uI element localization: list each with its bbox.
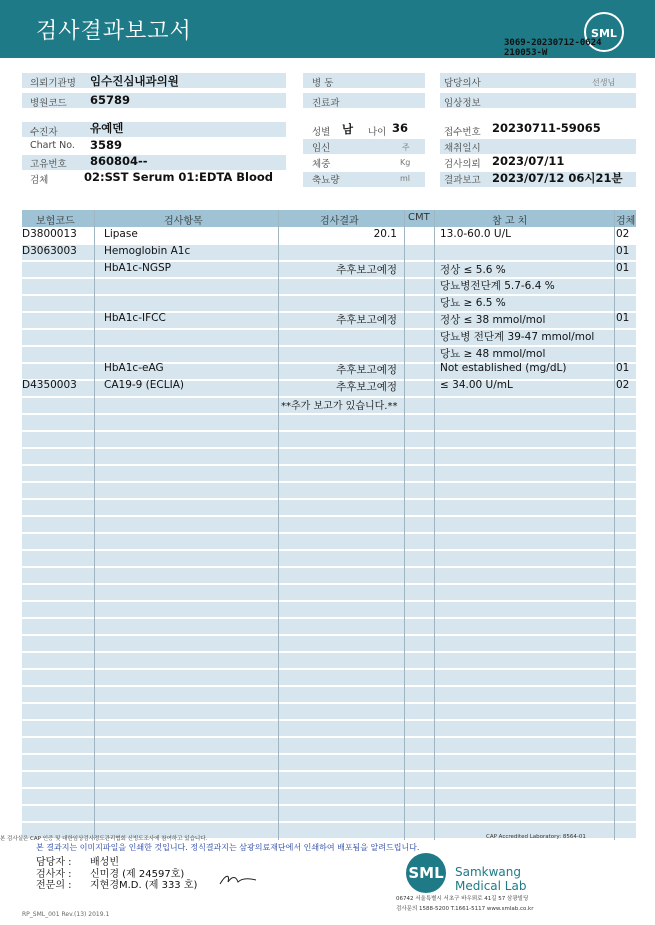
table-stripe [22,296,636,311]
chart-label: Chart No. [30,140,75,151]
cell-code: D3800013 [22,228,77,240]
pregnancy-unit: 주 [402,143,410,152]
table-stripe [22,602,636,617]
col-cmt: CMT [408,212,430,223]
table-stripe [22,670,636,685]
page-title: 검사결과보고서 [36,19,192,44]
cell-reference: 당뇨 ≥ 6.5 % [440,297,506,310]
specimen-label: 검체 [30,175,49,186]
cell-item: HbA1c-NGSP [104,261,171,274]
cell-item: HbA1c-IFCC [104,312,166,324]
weight-unit: Kg [400,158,411,167]
cell-specimen: 02 [616,228,630,240]
table-stripe [22,619,636,634]
cell-reference: 당뇨 ≥ 48 mmol/mol [440,347,546,360]
additional-report-note: **추가 보고가 있습니다.** [281,401,398,412]
table-stripe [22,449,636,464]
table-stripe [22,738,636,753]
receipt-label: 접수번호 [444,127,481,138]
cell-reference: 13.0-60.0 U/L [440,228,511,240]
cell-specimen: 01 [616,244,630,257]
table-stripe [22,568,636,583]
table-stripe [22,432,636,447]
chart-value: 3589 [90,138,123,152]
cell-reference: 당뇨병 전단계 39-47 mmol/mol [440,330,595,343]
cell-code: D4350003 [22,379,77,392]
table-stripe [22,687,636,702]
table-stripe [22,551,636,566]
cell-reference: 당뇨병전단계 5.7-6.4 % [440,280,555,293]
institution-label: 의뢰기관명 [30,78,76,89]
report-date-label: 결과보고 [444,175,481,186]
table-stripe [22,721,636,736]
pregnancy-label: 임신 [312,143,331,154]
table-stripe [22,517,636,532]
table-stripe [22,534,636,549]
table-stripe [22,466,636,481]
table-stripe [22,653,636,668]
id-value: 860804-- [90,154,148,168]
lab-name-2: Medical Lab [455,879,527,893]
cell-item: Lipase [104,228,138,240]
cell-result: 추후보고예정 [336,263,397,276]
accreditation-note: 본 검사실은 CAP 인증 및 대한임상검사정도관리협회 신빙도조사에 참여하고 있습니다. [0,836,208,842]
request-date-value: 2023/07/11 [492,154,565,168]
age-value: 36 [392,121,409,135]
col-reference: 참 고 치 [492,216,528,227]
specialist-name: 지현경M.D. (제 333 호) [90,880,198,891]
ward-label: 병 동 [312,78,334,89]
receipt-value: 20230711-59065 [492,121,601,135]
patient-value: 유예덴 [90,121,124,135]
report-date-value: 2023/07/12 06시21분 [492,171,623,185]
doc-number-2: 210053-W [504,48,548,58]
urine-unit: ml [400,174,411,183]
lab-name-1: Samkwang [455,865,521,879]
table-stripe [22,806,636,821]
doctor-suffix: 선생님 [592,78,616,87]
cell-reference: 정상 ≤ 5.6 % [440,263,506,276]
manager-label: 담당자 : [36,857,72,868]
col-specimen: 검체 [616,216,636,227]
hospital-code-label: 병원코드 [30,98,67,109]
table-stripe [22,483,636,498]
table-stripe [22,585,636,600]
sml-lab-logo: SML [406,853,446,893]
specimen-value: 02:SST Serum 01:EDTA Blood [84,170,274,184]
cell-reference: ≤ 34.00 U/mL [440,379,513,392]
cell-specimen: 01 [616,261,630,274]
table-stripe [22,500,636,515]
cell-code: D3063003 [22,244,77,257]
cell-specimen: 02 [616,379,630,392]
cell-specimen: 01 [616,362,630,375]
table-stripe [22,789,636,804]
cell-specimen: 01 [616,312,630,324]
cell-result: 추후보고예정 [336,364,397,377]
sex-label: 성별 [312,127,331,138]
examiner-name: 신미경 (제 24597호) [90,869,185,880]
sex-value: 남 [342,122,354,136]
table-stripe [22,415,636,430]
lab-phone: 검사문의 1588-5200 T.1661-5117 www.smlab.co.kr [396,906,534,912]
cell-result: 20.1 [373,228,397,240]
sml-logo: SML [584,12,624,52]
print-notice: 본 결과지는 이미지파일을 인쇄한 것입니다. 정식결과지는 삼광의료재단에서 인쇄하여 배포됨을 알려드립니다. [36,843,420,852]
table-stripe [22,704,636,719]
cell-result: 추후보고예정 [336,381,397,394]
cap-number: CAP Accredited Laboratory: 8564-01 [486,834,586,840]
manager-name: 배성빈 [90,857,119,868]
signature-icon [218,872,258,886]
table-stripe [22,755,636,770]
table-stripe [22,636,636,651]
lab-address: 06742 서울특별시 서초구 바우뫼로 41길 57 삼광빌딩 [396,896,529,902]
department-label: 진료과 [312,98,340,109]
patient-label: 수진자 [30,127,58,138]
cell-item: CA19-9 (ECLIA) [104,379,184,392]
cell-item: Hemoglobin A1c [104,244,191,257]
institution-value: 임수진심내과의원 [90,74,179,88]
table-stripe [22,772,636,787]
id-label: 고유번호 [30,159,67,170]
report-header [0,0,655,58]
weight-label: 체중 [312,159,331,170]
hospital-code-value: 65789 [90,93,131,107]
clinical-info-label: 임상정보 [444,98,481,109]
cell-result: 추후보고예정 [336,314,397,326]
age-label: 나이 [368,127,387,138]
examiner-label: 검사자 : [36,869,72,880]
collection-label: 채취일시 [444,143,481,154]
col-item: 검사항목 [164,216,203,227]
cell-reference: Not established (mg/dL) [440,362,567,375]
cell-item: HbA1c-eAG [104,362,164,375]
form-code: RP_SML_001 Rev.(13) 2019.1 [22,911,110,918]
col-result: 검사결과 [320,216,359,227]
col-code: 보험코드 [36,216,75,227]
doc-number-1: 3069-20230712-0624 [504,38,602,48]
cell-reference: 정상 ≤ 38 mmol/mol [440,314,546,326]
urine-label: 축뇨량 [312,175,340,186]
doctor-label: 담당의사 [444,78,481,89]
request-date-label: 검사의뢰 [444,159,481,170]
specialist-label: 전문의 : [36,880,72,891]
